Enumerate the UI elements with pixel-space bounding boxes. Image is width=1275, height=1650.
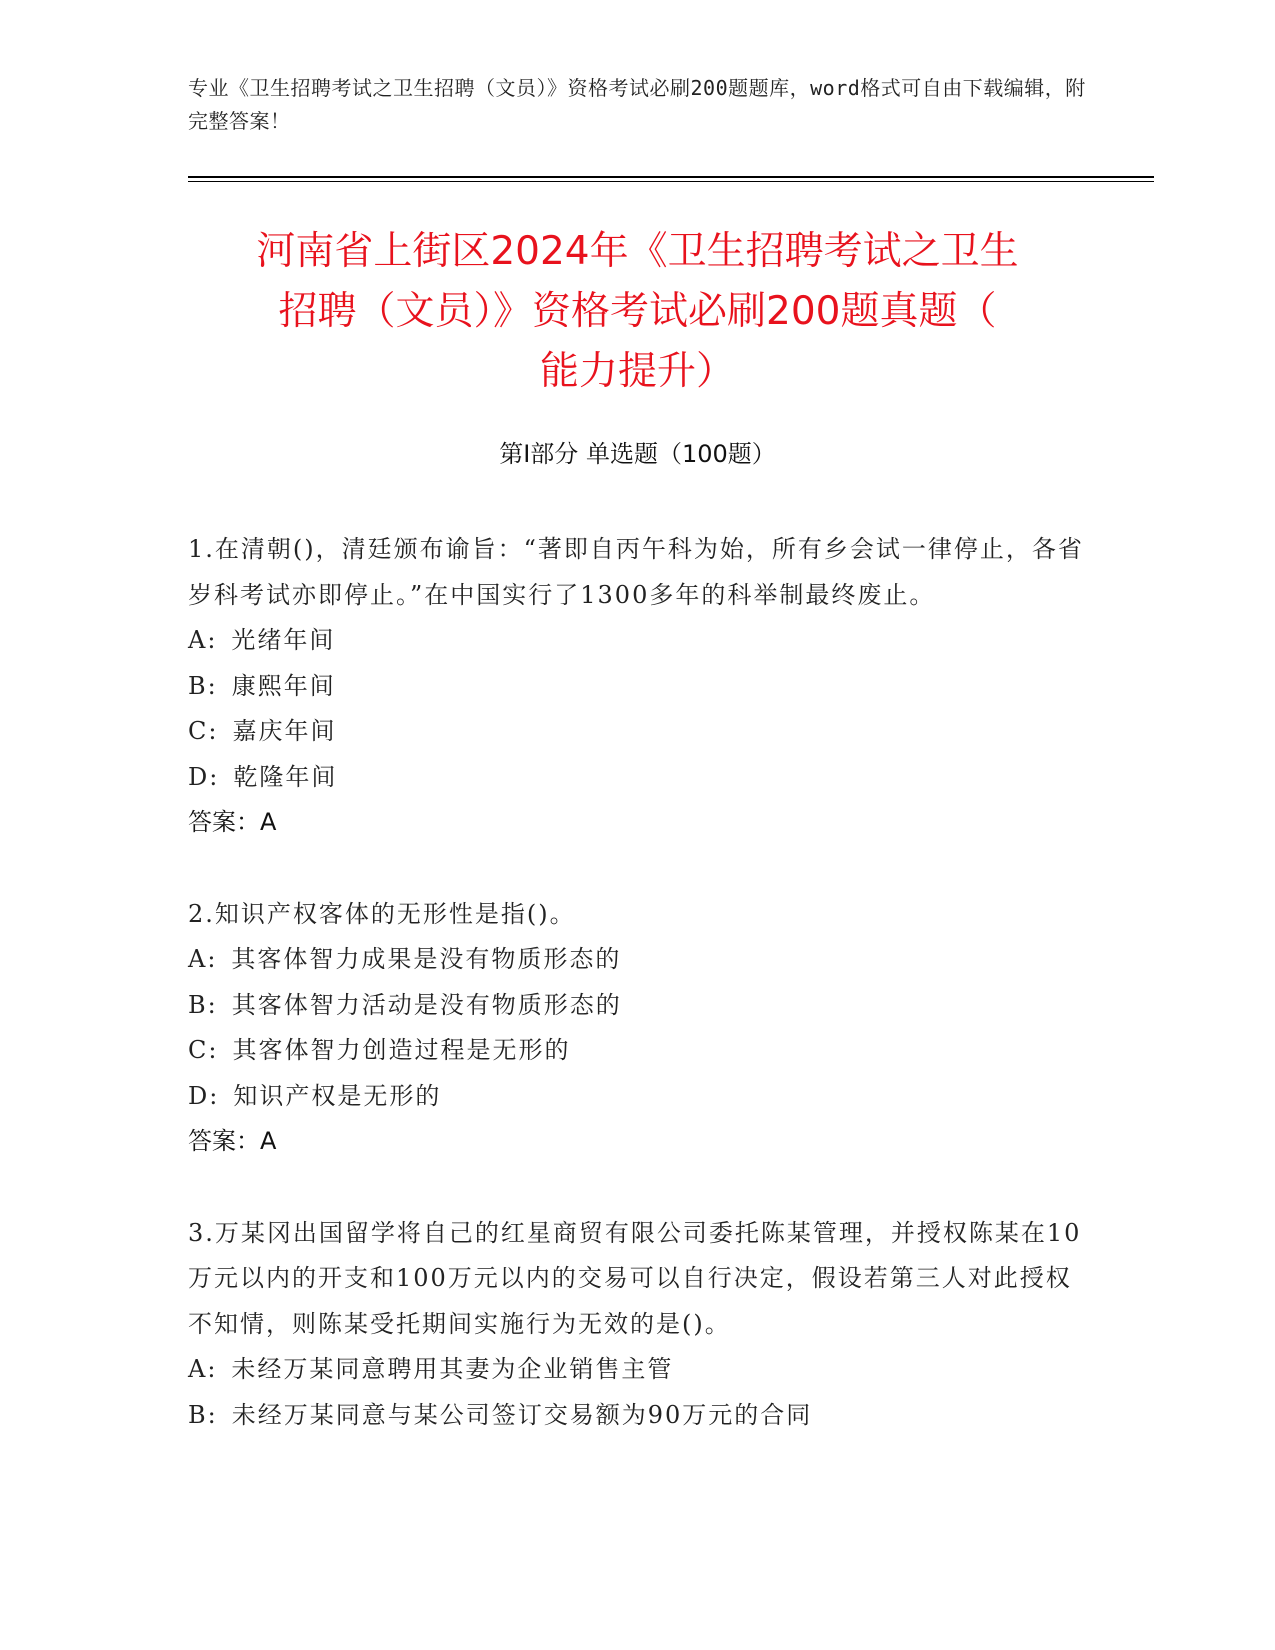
option-text: 其客体智力成果是没有物质形态的 xyxy=(231,945,622,973)
option-a xyxy=(188,1347,1088,1393)
option-b xyxy=(188,664,1088,710)
option-text: 其客体智力创造过程是无形的 xyxy=(232,1036,571,1064)
option-b xyxy=(188,983,1088,1029)
option-letter: C: xyxy=(188,1036,219,1064)
title-line-2: 招聘（文员）》资格考试必刷200题真题（ xyxy=(278,289,997,334)
option-text: 光绪年间 xyxy=(231,626,336,654)
option-letter: C: xyxy=(188,717,219,745)
option-c xyxy=(188,709,1088,755)
title-line-3: 能力提升） xyxy=(539,349,735,394)
option-text: 知识产权是无形的 xyxy=(233,1081,442,1110)
question-2 xyxy=(188,892,1088,1165)
option-letter: B: xyxy=(188,1400,218,1429)
option-letter: A: xyxy=(188,1355,218,1383)
answer-line: 答案：A xyxy=(188,808,277,836)
document-title xyxy=(150,222,1125,402)
question-stem: 1.在清朝()，清廷颁布谕旨：“著即自丙午科为始，所有乡会试一律停止，各省岁科考试亦即停止。”在中国实行了1300多年的科举制最终废止。 xyxy=(188,535,1084,609)
question-stem: 2.知识产权客体的无形性是指()。 xyxy=(188,899,576,928)
option-text: 未经万某同意与某公司签订交易额为90万元的合同 xyxy=(231,1400,813,1429)
title-line-1: 河南省上街区2024年《卫生招聘考试之卫生 xyxy=(256,229,1019,274)
section-heading: 第I部分 单选题（100题） xyxy=(499,440,776,468)
option-letter: A: xyxy=(188,945,218,973)
option-c xyxy=(188,1028,1088,1074)
answer-line: 答案：A xyxy=(188,1127,277,1155)
option-d xyxy=(188,755,1088,801)
option-b xyxy=(188,1393,1088,1439)
option-letter: B: xyxy=(188,990,218,1019)
option-text: 康熙年间 xyxy=(231,671,336,700)
option-a xyxy=(188,937,1088,983)
option-text: 其客体智力活动是没有物质形态的 xyxy=(231,990,622,1019)
option-d xyxy=(188,1074,1088,1120)
option-a xyxy=(188,618,1088,664)
option-letter: D: xyxy=(188,1081,220,1110)
header-rule-thin xyxy=(188,181,1154,182)
option-letter: B: xyxy=(188,671,218,700)
header-rule-thick xyxy=(188,176,1154,178)
question-1 xyxy=(188,527,1088,846)
option-text: 嘉庆年间 xyxy=(232,717,337,745)
option-letter: A: xyxy=(188,626,218,654)
option-letter: D: xyxy=(188,762,220,791)
question-stem: 3.万某冈出国留学将自己的红星商贸有限公司委托陈某管理，并授权陈某在10万元以内的开支和100万元以内的交易可以自行决定，假设若第三人对此授权不知情，则陈某受托期间实施行为无效的是()。 xyxy=(188,1218,1082,1338)
option-text: 乾隆年间 xyxy=(233,762,338,791)
option-text: 未经万某同意聘用其妻为企业销售主管 xyxy=(231,1355,674,1383)
question-3 xyxy=(188,1211,1088,1439)
header-note: 专业《卫生招聘考试之卫生招聘（文员）》资格考试必刷200题题库，word格式可自由下载编辑，附完整答案！ xyxy=(188,76,1086,133)
question-list xyxy=(188,527,1088,1484)
